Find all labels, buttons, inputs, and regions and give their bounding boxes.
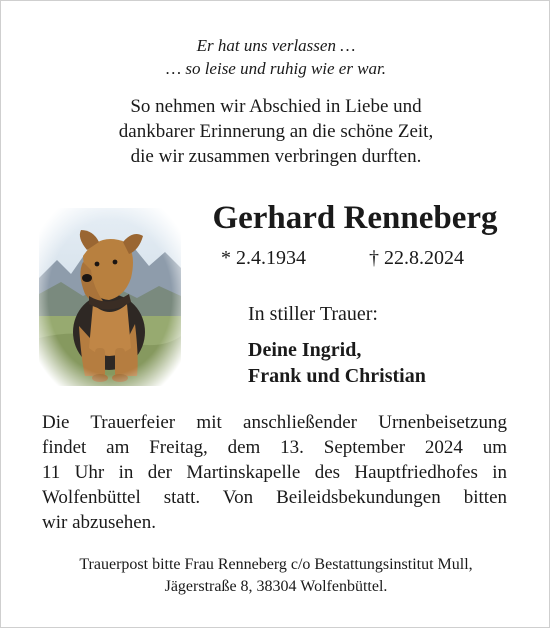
mourners: [248, 337, 426, 389]
service-line-5: wir abzusehen.: [42, 512, 156, 533]
footer-address: [1, 554, 550, 598]
service-line-3: 11 Uhr in der Martinskapelle des Hauptfriedhofes in: [42, 462, 507, 483]
motto: [1, 34, 550, 80]
deceased-name: Gerhard Renneberg: [212, 200, 498, 236]
intro-line-1: So nehmen wir Abschied in Liebe und: [130, 96, 422, 117]
service-line-2: findet am Freitag, dem 13. September 2024 um: [42, 437, 507, 458]
birth-date: * 2.4.1934: [221, 247, 306, 269]
mourning-label: In stiller Trauer:: [248, 303, 378, 325]
motto-line-2: … so leise und ruhig wie er war.: [165, 59, 387, 78]
service-line-4: Wolfenbüttel statt. Von Beileidsbekundungen bitten: [42, 487, 507, 508]
footer-line-2: Jägerstraße 8, 38304 Wolfenbüttel.: [164, 578, 388, 595]
footer-line-1: Trauerpost bitte Frau Renneberg c/o Bestattungsinstitut Mull,: [79, 556, 473, 573]
mourners-line-1: Deine Ingrid,: [248, 339, 362, 361]
service-line-1: Die Trauerfeier mit anschließender Urnenbeisetzung: [42, 412, 507, 433]
motto-line-1: Er hat uns verlassen …: [196, 36, 356, 55]
death-date: † 22.8.2024: [369, 247, 464, 269]
intro-text: [1, 94, 550, 169]
intro-line-3: die wir zusammen verbringen durften.: [130, 146, 422, 167]
dog-photo: [39, 208, 181, 386]
service-details: [42, 410, 507, 535]
mourners-line-2: Frank und Christian: [248, 365, 426, 387]
intro-line-2: dankbarer Erinnerung an die schöne Zeit,: [118, 121, 434, 142]
